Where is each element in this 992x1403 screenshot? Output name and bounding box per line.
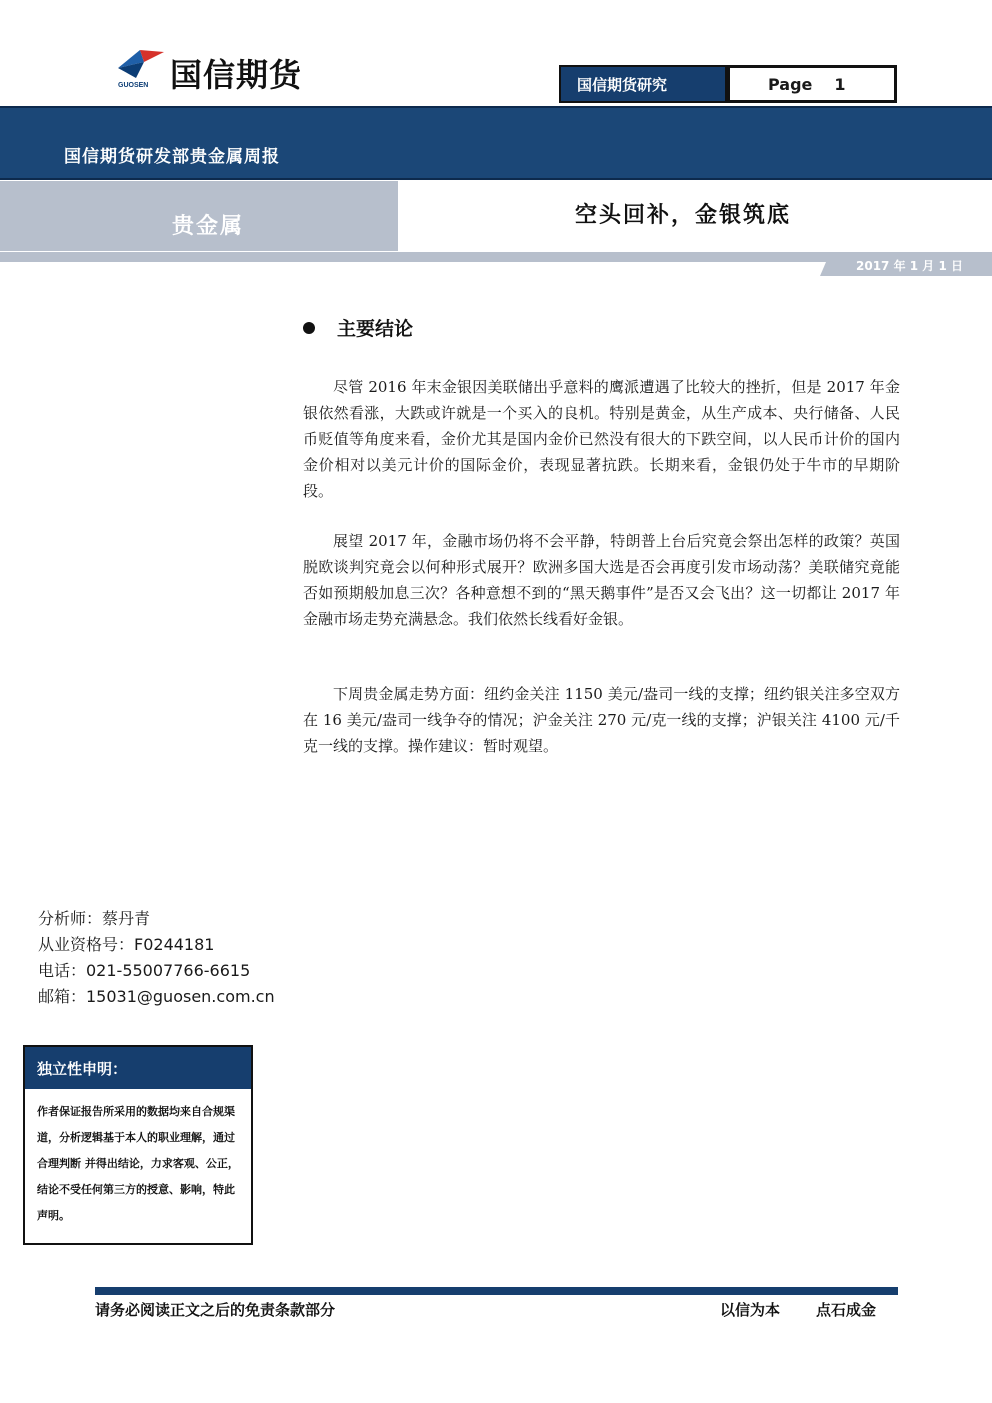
department-banner [0,106,992,180]
footer-disclaimer-note: 请务必阅读正文之后的免责条款部分 [95,1301,336,1319]
research-tag-label: 国信期货研究 [577,75,668,94]
paragraph-1: 尽管 2016 年末金银因美联储出乎意料的鹰派遭遇了比较大的挫折，但是 2017 年金银依然看涨，大跌或许就是一个买入的良机。特别是黄金，从生产成本、央行储备、人民币贬值等角度来看，金价尤其是国内金价已然没有很大的下跌空间，以人民币计价的国内金价相对以美元计价的国际金价，表现显著抗跌。长期来看，金银仍处于牛市的早期阶段。 [303,378,900,500]
company-logo [114,48,354,94]
logo-text: 国信期货 [170,56,303,94]
category-title: 贵金属 [172,214,245,239]
guosen-logo-icon [114,48,166,82]
analyst-info [38,906,275,1010]
report-headline: 空头回补，金银筑底 [575,203,792,228]
analyst-license: 从业资格号：F0244181 [38,935,215,954]
section-heading [303,314,413,341]
footer-bar [95,1287,898,1295]
statement-body: 作者保证报告所采用的数据均来自合规渠道，分析逻辑基于本人的职业理解，通过合理判断 并得出结论，力求客观、公正，结论不受任何第三方的授意、影响，特此声明。 [37,1105,239,1222]
category-banner [0,181,400,251]
page-label: Page [768,74,813,94]
independence-statement [23,1045,253,1245]
analyst-name: 分析师：蔡丹青 [38,909,151,928]
analyst-phone: 电话：021-55007766-6615 [38,961,251,980]
report-date: 2017 年 1 月 1 日 [856,259,963,273]
page-indicator [727,65,897,103]
footer-slogan-1: 以信为本 [720,1301,781,1319]
page-number: 1 [834,74,846,94]
research-tag [559,65,727,103]
paragraph-3: 下周贵金属走势方面：纽约金关注 1150 美元/盎司一线的支撑；纽约银关注多空双方在 16 美元/盎司一线争夺的情况；沪金关注 270 元/克一线的支撑；沪银关注 4100 元/千克一线的支撑。操作建议：暂时观望。 [303,685,900,755]
bullet-icon [303,322,315,334]
logo-subtext: GUOSEN [118,82,149,89]
footer-slogan [720,1299,876,1320]
analyst-email[interactable]: 邮箱：15031@guosen.com.cn [38,987,275,1006]
paragraph-2: 展望 2017 年，金融市场仍将不会平静，特朗普上台后究竟会祭出怎样的政策？英国脱欧谈判究竟会以何种形式展开？欧洲多国大选是否会再度引发市场动荡？美联储究竟能否如预期般加息三次？各种意想不到的“黑天鹅事件”是否又会飞出？这一切都让 2017 年金融市场走势充满悬念。我们依然长线看好金银。 [303,532,900,628]
department-title: 国信期货研发部贵金属周报 [64,147,280,167]
footer-slogan-2: 点石成金 [816,1301,877,1319]
section-title: 主要结论 [337,318,414,340]
statement-title: 独立性申明： [25,1047,251,1089]
